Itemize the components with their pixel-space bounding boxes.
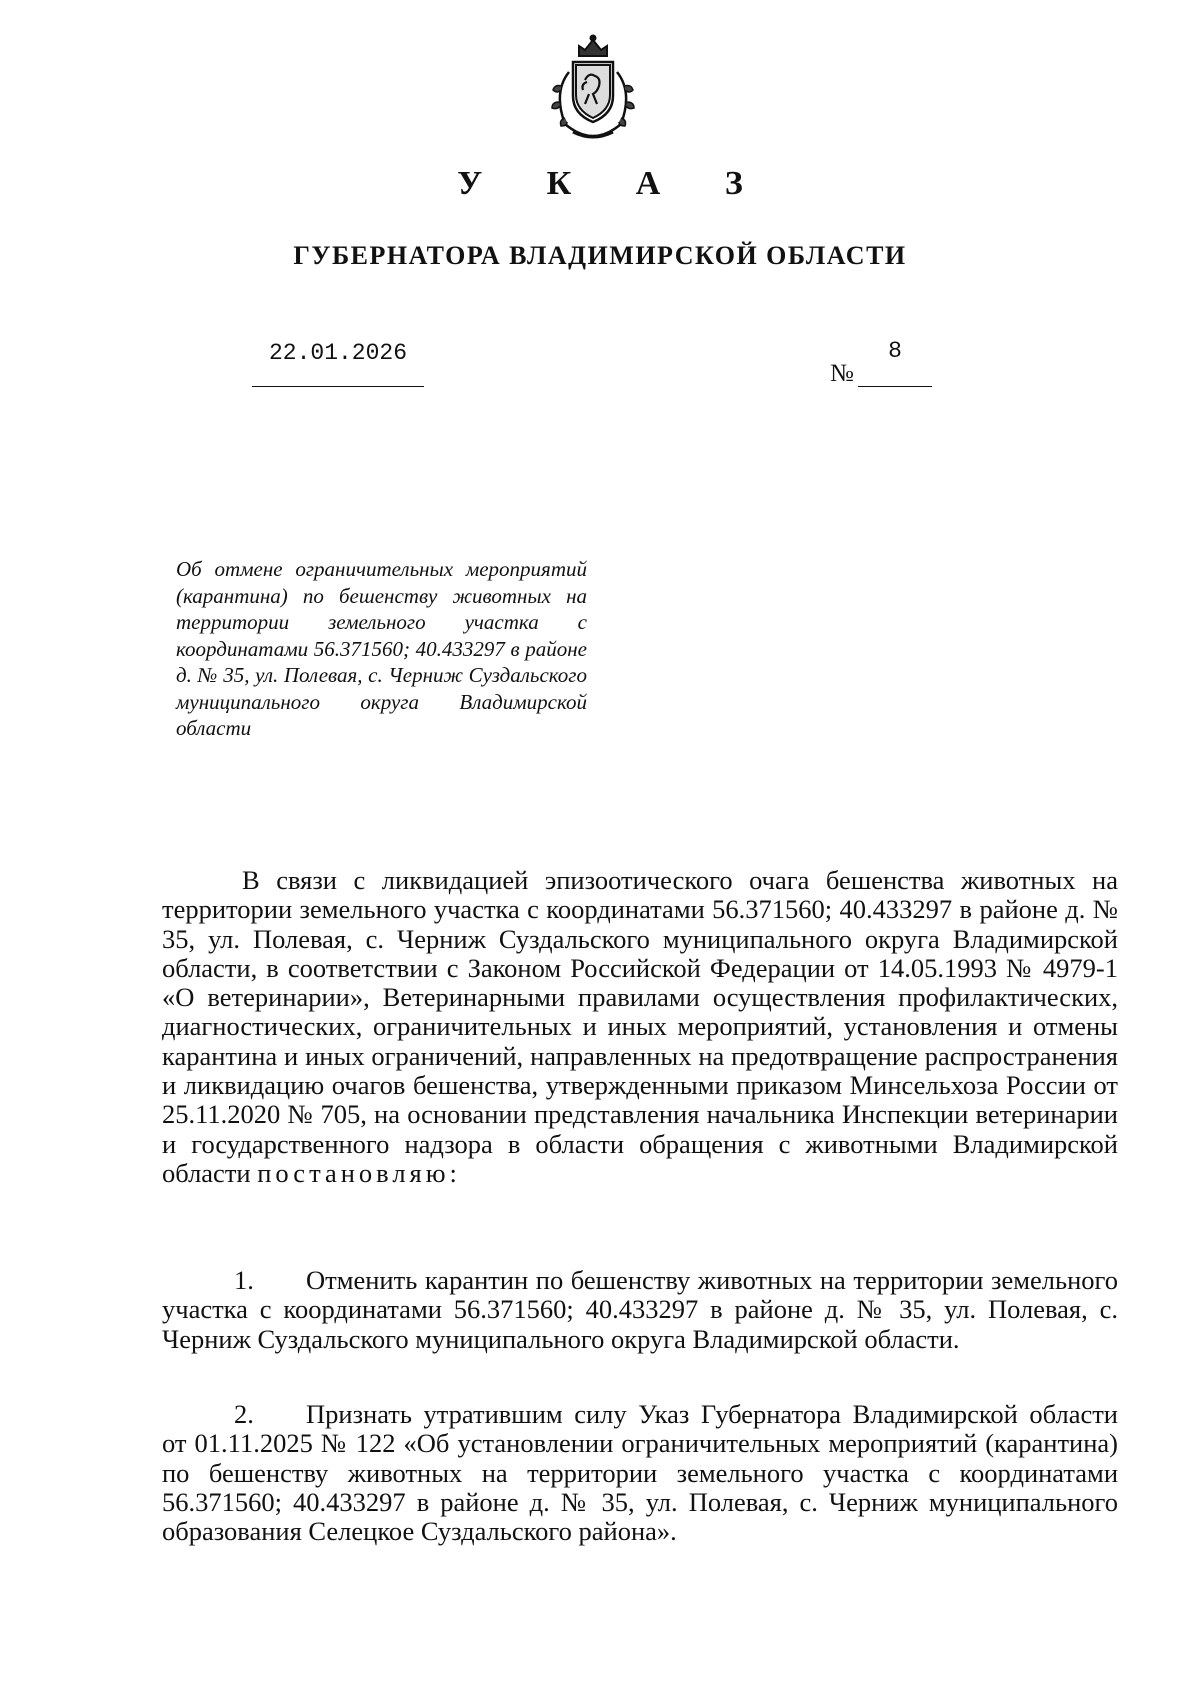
decree-subject: Об отмене ограничительных мероприятий (карантина) по бешенству животных на территории земельного участка с координатами 56.371560; 40.433297 в районе д. № 35, ул. Полевая, с. Черниж Суздальского муниципального округа Владимирской области <box>176 557 587 740</box>
decree-number: 8 <box>858 338 932 387</box>
item-number: 2. <box>234 1399 254 1429</box>
number-sign: № <box>830 360 854 387</box>
decree-date: 22.01.2026 <box>252 340 424 387</box>
item-number: 1. <box>234 1265 254 1295</box>
preamble-text: В связи с ликвидацией эпизоотического очага бешенства животных на территории земельного участка с координатами 56.371560; 40.433297 в районе д. № 35, ул. Полевая, с. Черниж Суздальского муниципального округа Владимирской области, в соответствии с Законом Российской Федерации от 14.05.1993 № 4979-1 «О ветеринарии», Ветеринарными правилами осуществления профилактических, диагностических, ограничительных и иных мероприятий, установления и отмены карантина и иных ограничений, направленных на предотвращение распространения и ликвидацию очагов бешенства, утвержденными приказом Минсельхоза России от 25.11.2020 № 705, на основании представления начальника Инспекции ветеринарии и государственного надзора в области обращения с животными Владимирской области <box>162 865 1118 1188</box>
coat-of-arms-emblem <box>543 32 643 144</box>
decree-item <box>162 1266 1118 1354</box>
decree-word: постановляю: <box>257 1157 461 1188</box>
item-text: Отменить карантин по бешенству животных на территории земельного участка с координатами 56.371560; 40.433297 в районе д. № 35, ул. Полевая, с. Черниж Суздальского муниципального округа Владимирской области. <box>162 1265 1118 1354</box>
decree-item <box>162 1400 1118 1546</box>
preamble-paragraph <box>162 866 1118 1188</box>
document-issuer: ГУБЕРНАТОРА ВЛАДИМИРСКОЙ ОБЛАСТИ <box>293 241 907 270</box>
item-text: Признать утратившим силу Указ Губернатора Владимирской области от 01.11.2025 № 122 «Об установлении ограничительных мероприятий (карантина) по бешенству животных на территории земельного участка с координатами 56.371560; 40.433297 в районе д. № 35, ул. Полевая, с. Черниж муниципального образования Селецкое Суздальского района». <box>162 1399 1118 1547</box>
document-type-title: У К А З <box>457 165 771 202</box>
